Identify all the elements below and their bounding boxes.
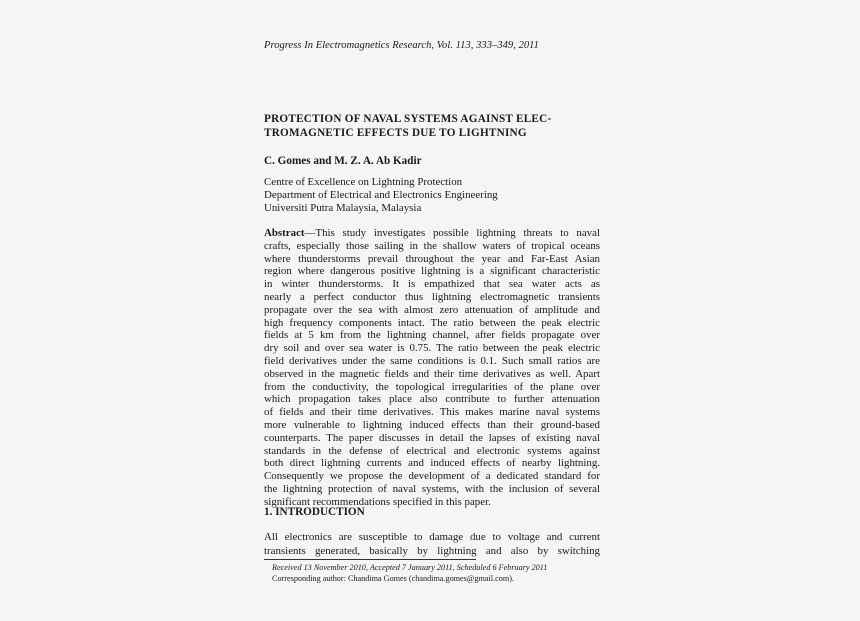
abstract-line: from the conductivity, the topological irregularities of the plane over	[264, 380, 600, 393]
affiliation-line: Department of Electrical and Electronics Engineering	[264, 189, 498, 201]
abstract-line: standards in the defense of electrical and electronic systems against	[264, 444, 600, 457]
authors: C. Gomes and M. Z. A. Ab Kadir	[264, 155, 422, 167]
abstract-line: high frequency components intact. The ratio between the peak electric	[264, 316, 600, 329]
abstract-line: of fields and their time derivatives. This makes marine naval systems	[264, 406, 600, 419]
journal-header: Progress In Electromagnetics Research, Vol. 113, 333–349, 2011	[264, 40, 539, 51]
intro-line: All electronics are susceptible to damage due to voltage and current	[264, 531, 600, 543]
title-line: TROMAGNETIC EFFECTS DUE TO LIGHTNING	[264, 127, 527, 139]
abstract-line: Consequently we propose the development of a dedicated standard for	[264, 470, 600, 483]
section-heading: 1. INTRODUCTION	[264, 506, 365, 518]
affiliation	[264, 176, 498, 215]
abstract-line: the lightning protection of naval systems, with the inclusion of several	[264, 482, 600, 495]
footnotes	[272, 563, 547, 584]
received-note: Received 13 November 2010, Accepted 7 January 2011, Scheduled 6 February 2011	[272, 563, 548, 572]
corresponding-author-note: Corresponding author: Chandima Gomes (chandima.gomes@gmail.com).	[272, 573, 514, 583]
abstract-line: counterparts. The paper discusses in detail the lapses of existing naval	[264, 431, 600, 444]
abstract	[264, 227, 600, 509]
abstract-line: field derivatives under the same conditions is 0.1. Such small ratios are	[264, 354, 600, 367]
intro-line: transients generated, basically by lightning and also by switching	[264, 544, 600, 557]
affiliation-line: Universiti Putra Malaysia, Malaysia	[264, 202, 422, 214]
abstract-line: which propagation takes place also contribute to further attenuation	[264, 393, 600, 406]
abstract-line: observed in the magnetic fields and their time derivatives as well. Apart	[264, 367, 600, 380]
affiliation-line: Centre of Excellence on Lightning Protection	[264, 176, 463, 188]
abstract-line: fields at 5 km from the lightning channel, after fields propagate over	[264, 329, 600, 342]
abstract-line	[264, 227, 600, 240]
abstract-line: both direct lightning currents and induced effects of nearby lightning.	[264, 457, 600, 470]
abstract-line: dry soil and over sea water is 0.75. The ratio between the peak electric	[264, 342, 600, 355]
abstract-line: more vulnerable to lightning induced effects than their ground-based	[264, 418, 600, 431]
abstract-line: crafts, especially those sailing in the shallow waters of tropical oceans	[264, 239, 600, 252]
abstract-first-line: —This study investigates possible lightning threats to naval	[304, 227, 600, 239]
abstract-label: Abstract	[264, 227, 305, 239]
paper-page	[264, 0, 600, 621]
title-line: PROTECTION OF NAVAL SYSTEMS AGAINST ELEC-	[264, 113, 552, 125]
footnote-rule	[264, 559, 476, 560]
abstract-line: region where dangerous positive lightning is a significant characteristic	[264, 265, 600, 278]
introduction-text	[264, 531, 600, 558]
abstract-line: in winter thunderstorms. It is empathized that sea water acts as	[264, 278, 600, 291]
abstract-line: significant recommendations specified in this paper.	[264, 495, 491, 508]
abstract-line: propagate over the sea with almost zero attenuation of amplitude and	[264, 303, 600, 316]
abstract-line: nearly a perfect conductor thus lightning electromagnetic transients	[264, 290, 600, 303]
paper-title	[264, 112, 600, 140]
abstract-line: where thunderstorms prevail throughout the year and Far-East Asian	[264, 252, 600, 265]
